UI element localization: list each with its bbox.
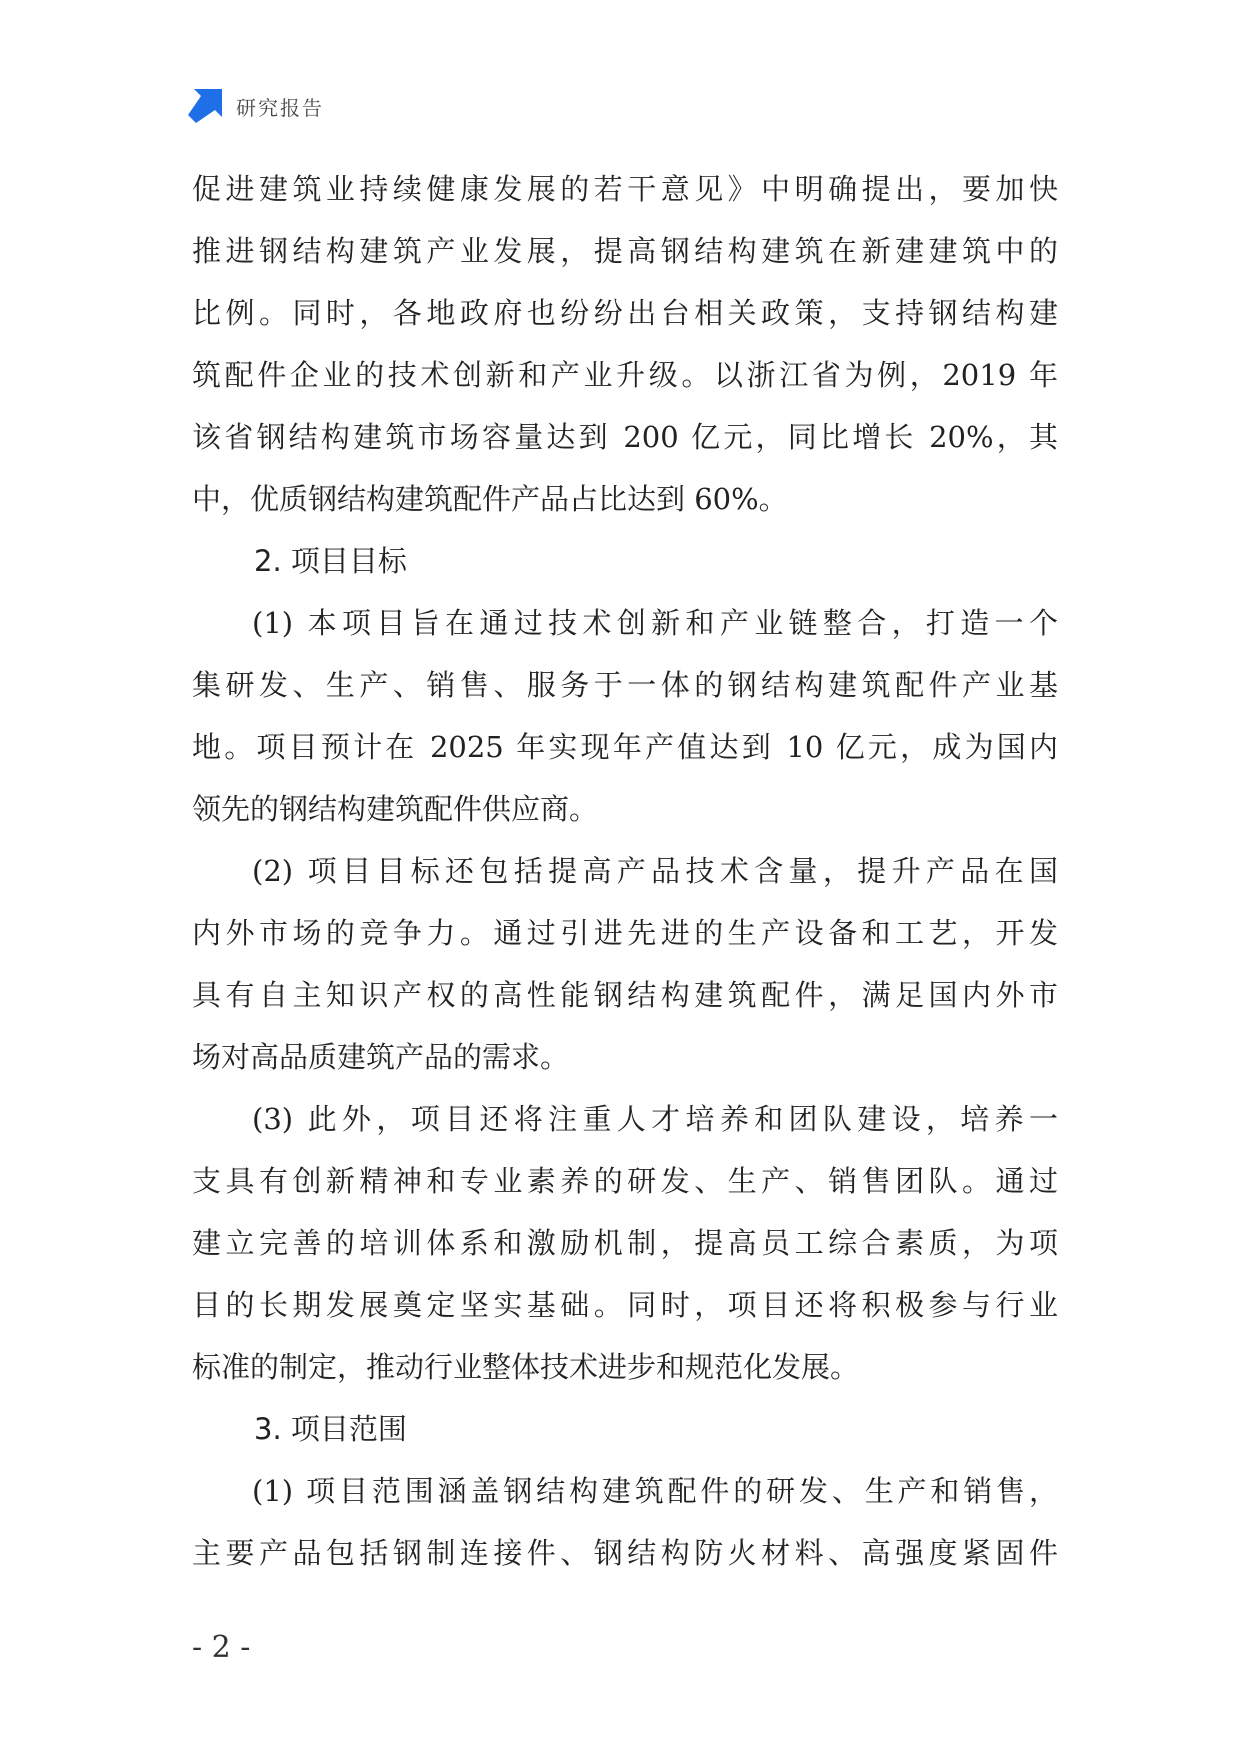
- paragraph-line: 建立完善的培训体系和激励机制，提高员工综合素质，为项: [192, 1226, 1058, 1260]
- paragraph-line: 地。项目预计在 2025 年实现年产值达到 10 亿元，成为国内: [192, 730, 1058, 764]
- paragraph-line: 比例。同时，各地政府也纷纷出台相关政策，支持钢结构建: [192, 296, 1058, 330]
- page-number: - 2 -: [192, 1630, 251, 1665]
- paragraph-line: 内外市场的竞争力。通过引进先进的生产设备和工艺，开发: [192, 916, 1058, 950]
- paragraph-line: 具有自主知识产权的高性能钢结构建筑配件，满足国内外市: [192, 978, 1058, 1012]
- paragraph-line: 中，优质钢结构建筑配件产品占比达到 60%。: [192, 482, 788, 516]
- paragraph-line: 集研发、生产、销售、服务于一体的钢结构建筑配件产业基: [192, 668, 1058, 702]
- document-body: [192, 158, 1058, 1584]
- paragraph-line: 促进建筑业持续健康发展的若干意见》中明确提出，要加快: [192, 172, 1058, 206]
- paragraph-line: 支具有创新精神和专业素养的研发、生产、销售团队。通过: [192, 1164, 1058, 1198]
- paragraph-line: (3) 此外，项目还将注重人才培养和团队建设，培养一: [252, 1102, 1058, 1136]
- section-heading: 2. 项目目标: [254, 544, 407, 578]
- header-title: 研究报告: [236, 95, 324, 120]
- page-header: [188, 88, 324, 124]
- paragraph-line: (1) 项目范围涵盖钢结构建筑配件的研发、生产和销售，: [252, 1474, 1058, 1508]
- paragraph-line: (2) 项目目标还包括提高产品技术含量，提升产品在国: [252, 854, 1058, 888]
- paragraph-line: 场对高品质建筑产品的需求。: [192, 1040, 570, 1074]
- paragraph-line: 该省钢结构建筑市场容量达到 200 亿元，同比增长 20%，其: [192, 420, 1058, 454]
- paragraph-line: 标准的制定，推动行业整体技术进步和规范化发展。: [192, 1350, 860, 1384]
- section-heading: 3. 项目范围: [254, 1412, 407, 1446]
- paragraph-line: 主要产品包括钢制连接件、钢结构防火材料、高强度紧固件: [192, 1536, 1058, 1570]
- paragraph-line: 领先的钢结构建筑配件供应商。: [192, 792, 599, 826]
- paragraph-line: 推进钢结构建筑产业发展，提高钢结构建筑在新建建筑中的: [192, 234, 1058, 268]
- paragraph-line: (1) 本项目旨在通过技术创新和产业链整合，打造一个: [252, 606, 1058, 640]
- paragraph-line: 筑配件企业的技术创新和产业升级。以浙江省为例，2019 年: [192, 358, 1058, 392]
- arrow-up-right-icon: [188, 89, 222, 123]
- paragraph-line: 目的长期发展奠定坚实基础。同时，项目还将积极参与行业: [192, 1288, 1058, 1322]
